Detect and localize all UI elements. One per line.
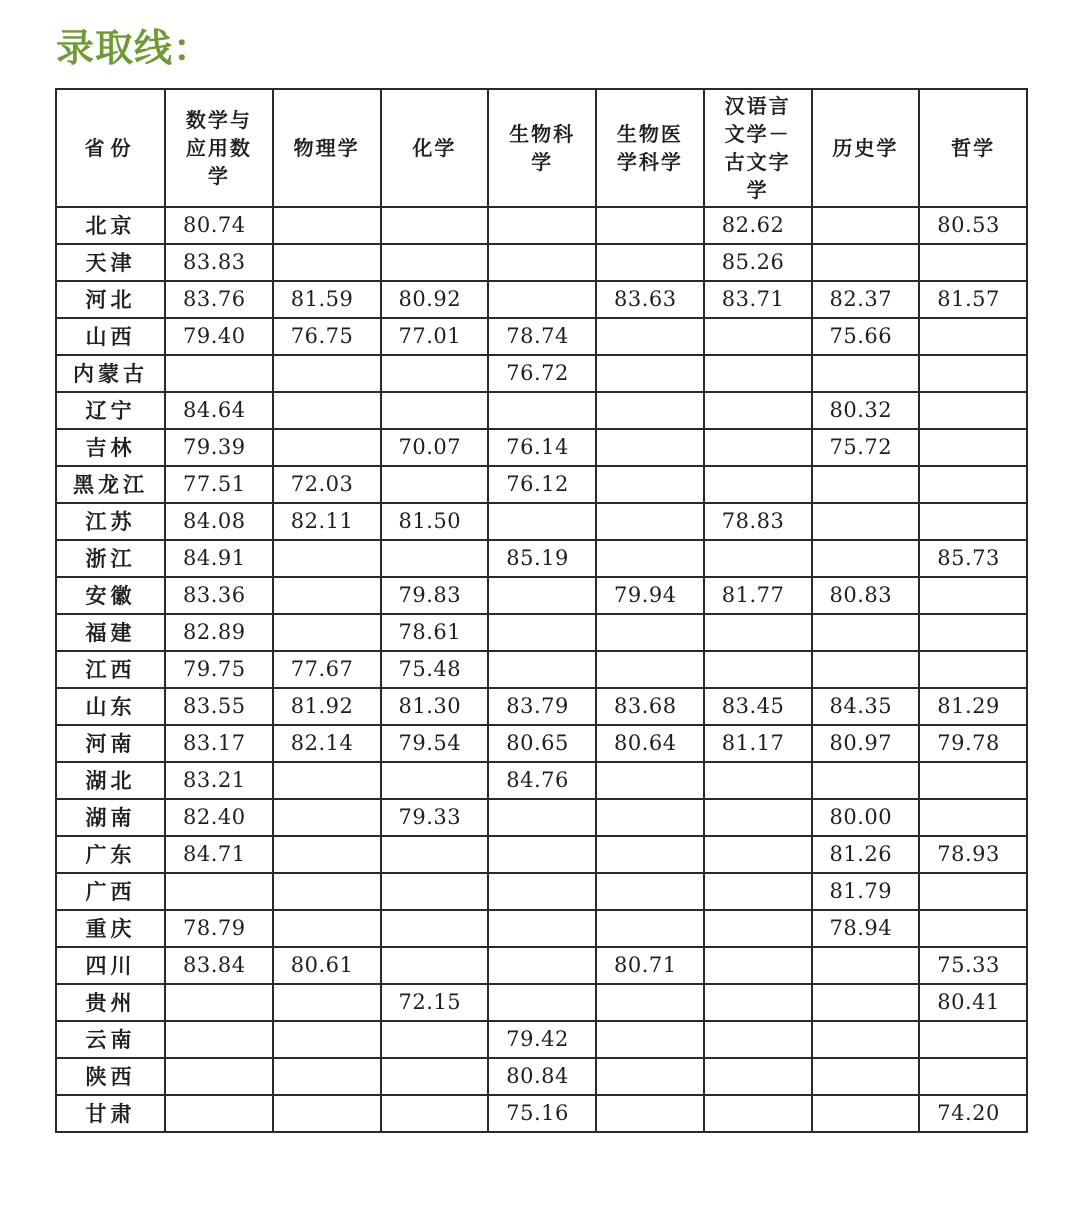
table-body [56, 207, 1027, 1132]
score-cell [381, 355, 489, 392]
score-cell: 76.14 [488, 429, 596, 466]
score-cell [488, 984, 596, 1021]
table-row [56, 688, 1027, 725]
score-cell: 80.65 [488, 725, 596, 762]
score-cell: 78.61 [381, 614, 489, 651]
score-cell [704, 318, 812, 355]
score-cell: 83.71 [704, 281, 812, 318]
score-cell: 84.64 [165, 392, 273, 429]
score-cell [596, 910, 704, 947]
score-cell [273, 429, 381, 466]
province-cell: 广东 [56, 836, 165, 873]
score-cell: 83.17 [165, 725, 273, 762]
score-cell [273, 392, 381, 429]
score-cell: 77.67 [273, 651, 381, 688]
score-cell: 79.42 [488, 1021, 596, 1058]
province-cell: 黑龙江 [56, 466, 165, 503]
column-header-label: 物理学 [293, 136, 360, 160]
score-cell: 82.62 [704, 207, 812, 244]
score-cell [488, 873, 596, 910]
score-cell [165, 1095, 273, 1132]
score-cell [273, 836, 381, 873]
score-cell [488, 947, 596, 984]
score-cell [919, 392, 1027, 429]
score-cell [381, 1058, 489, 1095]
score-cell [273, 799, 381, 836]
score-cell: 83.63 [596, 281, 704, 318]
score-cell: 79.78 [919, 725, 1027, 762]
score-cell [381, 207, 489, 244]
score-cell: 78.79 [165, 910, 273, 947]
score-cell [165, 984, 273, 1021]
column-header-major [273, 89, 381, 207]
score-cell [596, 429, 704, 466]
score-cell [812, 984, 920, 1021]
score-cell [596, 318, 704, 355]
score-cell [596, 614, 704, 651]
score-cell: 83.68 [596, 688, 704, 725]
score-cell [812, 651, 920, 688]
table-row [56, 540, 1027, 577]
score-cell [704, 392, 812, 429]
province-cell: 山西 [56, 318, 165, 355]
score-cell [381, 910, 489, 947]
province-cell: 浙江 [56, 540, 165, 577]
score-cell: 78.83 [704, 503, 812, 540]
score-cell [919, 614, 1027, 651]
score-cell: 75.48 [381, 651, 489, 688]
score-cell [596, 1095, 704, 1132]
score-cell [488, 244, 596, 281]
score-cell [704, 466, 812, 503]
column-header-label: 汉语言文学－古文字学 [724, 94, 791, 202]
score-cell [704, 984, 812, 1021]
score-cell: 74.20 [919, 1095, 1027, 1132]
page-title: 录取线： [56, 26, 213, 70]
score-cell: 83.76 [165, 281, 273, 318]
score-cell [596, 392, 704, 429]
score-cell [488, 651, 596, 688]
score-cell: 82.11 [273, 503, 381, 540]
score-cell [919, 1058, 1027, 1095]
score-cell [812, 466, 920, 503]
score-cell [919, 429, 1027, 466]
score-cell [488, 503, 596, 540]
score-cell [704, 836, 812, 873]
score-cell [381, 466, 489, 503]
province-cell: 湖南 [56, 799, 165, 836]
score-cell: 80.41 [919, 984, 1027, 1021]
province-cell: 贵州 [56, 984, 165, 1021]
score-cell: 75.33 [919, 947, 1027, 984]
score-cell [812, 1095, 920, 1132]
score-cell [919, 318, 1027, 355]
table-row [56, 799, 1027, 836]
score-cell: 85.26 [704, 244, 812, 281]
score-cell [812, 207, 920, 244]
column-header-label: 省份 [84, 136, 137, 160]
table-row [56, 984, 1027, 1021]
province-cell: 福建 [56, 614, 165, 651]
score-cell [488, 281, 596, 318]
province-cell: 安徽 [56, 577, 165, 614]
score-cell [919, 503, 1027, 540]
table-row [56, 1021, 1027, 1058]
province-cell: 吉林 [56, 429, 165, 466]
score-cell [381, 1021, 489, 1058]
table-row [56, 947, 1027, 984]
score-cell: 82.40 [165, 799, 273, 836]
score-cell: 81.30 [381, 688, 489, 725]
table-row [56, 318, 1027, 355]
score-cell [273, 1021, 381, 1058]
score-cell [488, 799, 596, 836]
score-cell: 84.71 [165, 836, 273, 873]
score-cell: 83.55 [165, 688, 273, 725]
table-row [56, 429, 1027, 466]
score-cell [812, 503, 920, 540]
score-cell [812, 1058, 920, 1095]
table-row [56, 392, 1027, 429]
score-cell: 81.29 [919, 688, 1027, 725]
score-cell [273, 762, 381, 799]
score-cell: 84.76 [488, 762, 596, 799]
table-row [56, 1095, 1027, 1132]
province-cell: 北京 [56, 207, 165, 244]
score-cell [596, 355, 704, 392]
province-cell: 湖北 [56, 762, 165, 799]
column-header-major [919, 89, 1027, 207]
score-cell [596, 873, 704, 910]
score-cell: 78.93 [919, 836, 1027, 873]
column-header-major [704, 89, 812, 207]
table-row [56, 836, 1027, 873]
table-row [56, 355, 1027, 392]
score-cell [596, 651, 704, 688]
score-cell: 80.00 [812, 799, 920, 836]
score-cell [165, 1021, 273, 1058]
table-row [56, 614, 1027, 651]
score-cell: 80.53 [919, 207, 1027, 244]
score-cell [381, 947, 489, 984]
score-cell [381, 1095, 489, 1132]
score-cell: 85.19 [488, 540, 596, 577]
score-cell: 81.79 [812, 873, 920, 910]
score-cell [704, 947, 812, 984]
score-cell [812, 947, 920, 984]
score-cell: 76.72 [488, 355, 596, 392]
score-cell [919, 799, 1027, 836]
column-header-label: 数学与应用数学 [185, 108, 252, 188]
score-cell [919, 651, 1027, 688]
column-header-label: 历史学 [832, 136, 899, 160]
score-cell [704, 910, 812, 947]
score-cell: 80.74 [165, 207, 273, 244]
score-cell [812, 244, 920, 281]
score-cell [919, 873, 1027, 910]
score-cell [381, 540, 489, 577]
table-row [56, 281, 1027, 318]
score-cell [165, 355, 273, 392]
score-cell [273, 577, 381, 614]
score-cell [381, 836, 489, 873]
score-cell: 83.84 [165, 947, 273, 984]
score-cell: 78.94 [812, 910, 920, 947]
table-row [56, 725, 1027, 762]
score-cell [704, 1058, 812, 1095]
province-cell: 四川 [56, 947, 165, 984]
table-row [56, 1058, 1027, 1095]
score-cell: 85.73 [919, 540, 1027, 577]
score-cell [704, 799, 812, 836]
score-cell [596, 466, 704, 503]
score-cell [488, 392, 596, 429]
score-cell [919, 762, 1027, 799]
table-row [56, 503, 1027, 540]
column-header-label: 生物科学 [509, 122, 576, 174]
table-row [56, 762, 1027, 799]
score-cell: 81.17 [704, 725, 812, 762]
table-row [56, 873, 1027, 910]
score-cell [165, 1058, 273, 1095]
score-cell: 82.89 [165, 614, 273, 651]
score-cell: 81.57 [919, 281, 1027, 318]
score-cell [273, 207, 381, 244]
table-row [56, 651, 1027, 688]
province-cell: 江苏 [56, 503, 165, 540]
score-cell: 79.83 [381, 577, 489, 614]
score-cell [273, 873, 381, 910]
score-cell: 80.84 [488, 1058, 596, 1095]
score-cell [812, 540, 920, 577]
score-cell: 83.36 [165, 577, 273, 614]
score-cell [596, 799, 704, 836]
province-cell: 天津 [56, 244, 165, 281]
score-cell [919, 577, 1027, 614]
score-cell: 72.15 [381, 984, 489, 1021]
score-cell [704, 614, 812, 651]
score-cell [812, 614, 920, 651]
score-cell [381, 244, 489, 281]
column-header-label: 哲学 [951, 136, 996, 160]
score-cell [812, 762, 920, 799]
province-cell: 河南 [56, 725, 165, 762]
score-cell: 80.97 [812, 725, 920, 762]
score-cell [704, 429, 812, 466]
province-cell: 云南 [56, 1021, 165, 1058]
score-cell [596, 984, 704, 1021]
province-cell: 广西 [56, 873, 165, 910]
score-cell [165, 873, 273, 910]
score-cell [919, 910, 1027, 947]
table-row [56, 207, 1027, 244]
score-cell [919, 466, 1027, 503]
score-cell [596, 244, 704, 281]
table-header-row [56, 89, 1027, 207]
score-cell [704, 1021, 812, 1058]
province-cell: 陕西 [56, 1058, 165, 1095]
score-cell: 72.03 [273, 466, 381, 503]
score-cell [919, 355, 1027, 392]
score-cell: 84.08 [165, 503, 273, 540]
score-cell: 75.72 [812, 429, 920, 466]
score-cell [381, 873, 489, 910]
score-cell [596, 503, 704, 540]
score-cell [596, 1021, 704, 1058]
score-cell: 80.32 [812, 392, 920, 429]
province-cell: 甘肃 [56, 1095, 165, 1132]
province-cell: 辽宁 [56, 392, 165, 429]
score-cell [704, 651, 812, 688]
score-cell: 77.51 [165, 466, 273, 503]
score-cell [596, 1058, 704, 1095]
score-cell [273, 1058, 381, 1095]
score-cell: 82.14 [273, 725, 381, 762]
column-header-major [165, 89, 273, 207]
score-cell: 81.92 [273, 688, 381, 725]
province-cell: 内蒙古 [56, 355, 165, 392]
score-cell [919, 1021, 1027, 1058]
score-cell: 82.37 [812, 281, 920, 318]
table-row [56, 466, 1027, 503]
score-cell [596, 836, 704, 873]
score-cell: 83.21 [165, 762, 273, 799]
score-cell [381, 762, 489, 799]
score-cell: 83.45 [704, 688, 812, 725]
score-cell: 79.94 [596, 577, 704, 614]
score-cell [596, 540, 704, 577]
score-cell [273, 614, 381, 651]
province-cell: 重庆 [56, 910, 165, 947]
column-header-label: 生物医学科学 [616, 122, 683, 174]
score-cell [704, 540, 812, 577]
score-cell: 83.79 [488, 688, 596, 725]
score-cell: 75.66 [812, 318, 920, 355]
score-cell [704, 355, 812, 392]
score-cell [812, 1021, 920, 1058]
score-cell: 81.59 [273, 281, 381, 318]
score-cell [273, 355, 381, 392]
province-cell: 江西 [56, 651, 165, 688]
score-cell: 77.01 [381, 318, 489, 355]
score-cell [488, 577, 596, 614]
table-row [56, 910, 1027, 947]
score-cell: 76.75 [273, 318, 381, 355]
column-header-label: 化学 [412, 136, 457, 160]
score-cell: 79.39 [165, 429, 273, 466]
score-cell [381, 392, 489, 429]
score-cell: 79.40 [165, 318, 273, 355]
column-header-major [488, 89, 596, 207]
column-header-province [56, 89, 165, 207]
score-cell: 84.91 [165, 540, 273, 577]
score-cell [273, 984, 381, 1021]
score-cell [273, 1095, 381, 1132]
score-cell [812, 355, 920, 392]
score-cell: 80.64 [596, 725, 704, 762]
score-cell: 78.74 [488, 318, 596, 355]
province-cell: 河北 [56, 281, 165, 318]
score-cell: 80.61 [273, 947, 381, 984]
score-cell [488, 836, 596, 873]
score-cell [488, 614, 596, 651]
score-cell: 80.83 [812, 577, 920, 614]
score-cell: 81.77 [704, 577, 812, 614]
score-cell: 79.54 [381, 725, 489, 762]
score-cell: 81.50 [381, 503, 489, 540]
score-cell: 83.83 [165, 244, 273, 281]
score-cell [704, 1095, 812, 1132]
score-cell: 84.35 [812, 688, 920, 725]
table-row [56, 244, 1027, 281]
score-cell [273, 910, 381, 947]
score-cell: 70.07 [381, 429, 489, 466]
admission-score-table [55, 88, 1028, 1133]
column-header-major [381, 89, 489, 207]
score-cell [273, 540, 381, 577]
score-cell [488, 910, 596, 947]
score-cell: 80.71 [596, 947, 704, 984]
score-cell [919, 244, 1027, 281]
score-cell: 79.75 [165, 651, 273, 688]
score-cell [596, 762, 704, 799]
score-cell: 75.16 [488, 1095, 596, 1132]
score-cell [488, 207, 596, 244]
score-cell: 81.26 [812, 836, 920, 873]
table-row [56, 577, 1027, 614]
score-cell [596, 207, 704, 244]
province-cell: 山东 [56, 688, 165, 725]
score-cell [704, 873, 812, 910]
score-cell [704, 762, 812, 799]
score-cell: 80.92 [381, 281, 489, 318]
score-cell: 79.33 [381, 799, 489, 836]
score-cell: 76.12 [488, 466, 596, 503]
score-cell [273, 244, 381, 281]
column-header-major [596, 89, 704, 207]
column-header-major [812, 89, 920, 207]
